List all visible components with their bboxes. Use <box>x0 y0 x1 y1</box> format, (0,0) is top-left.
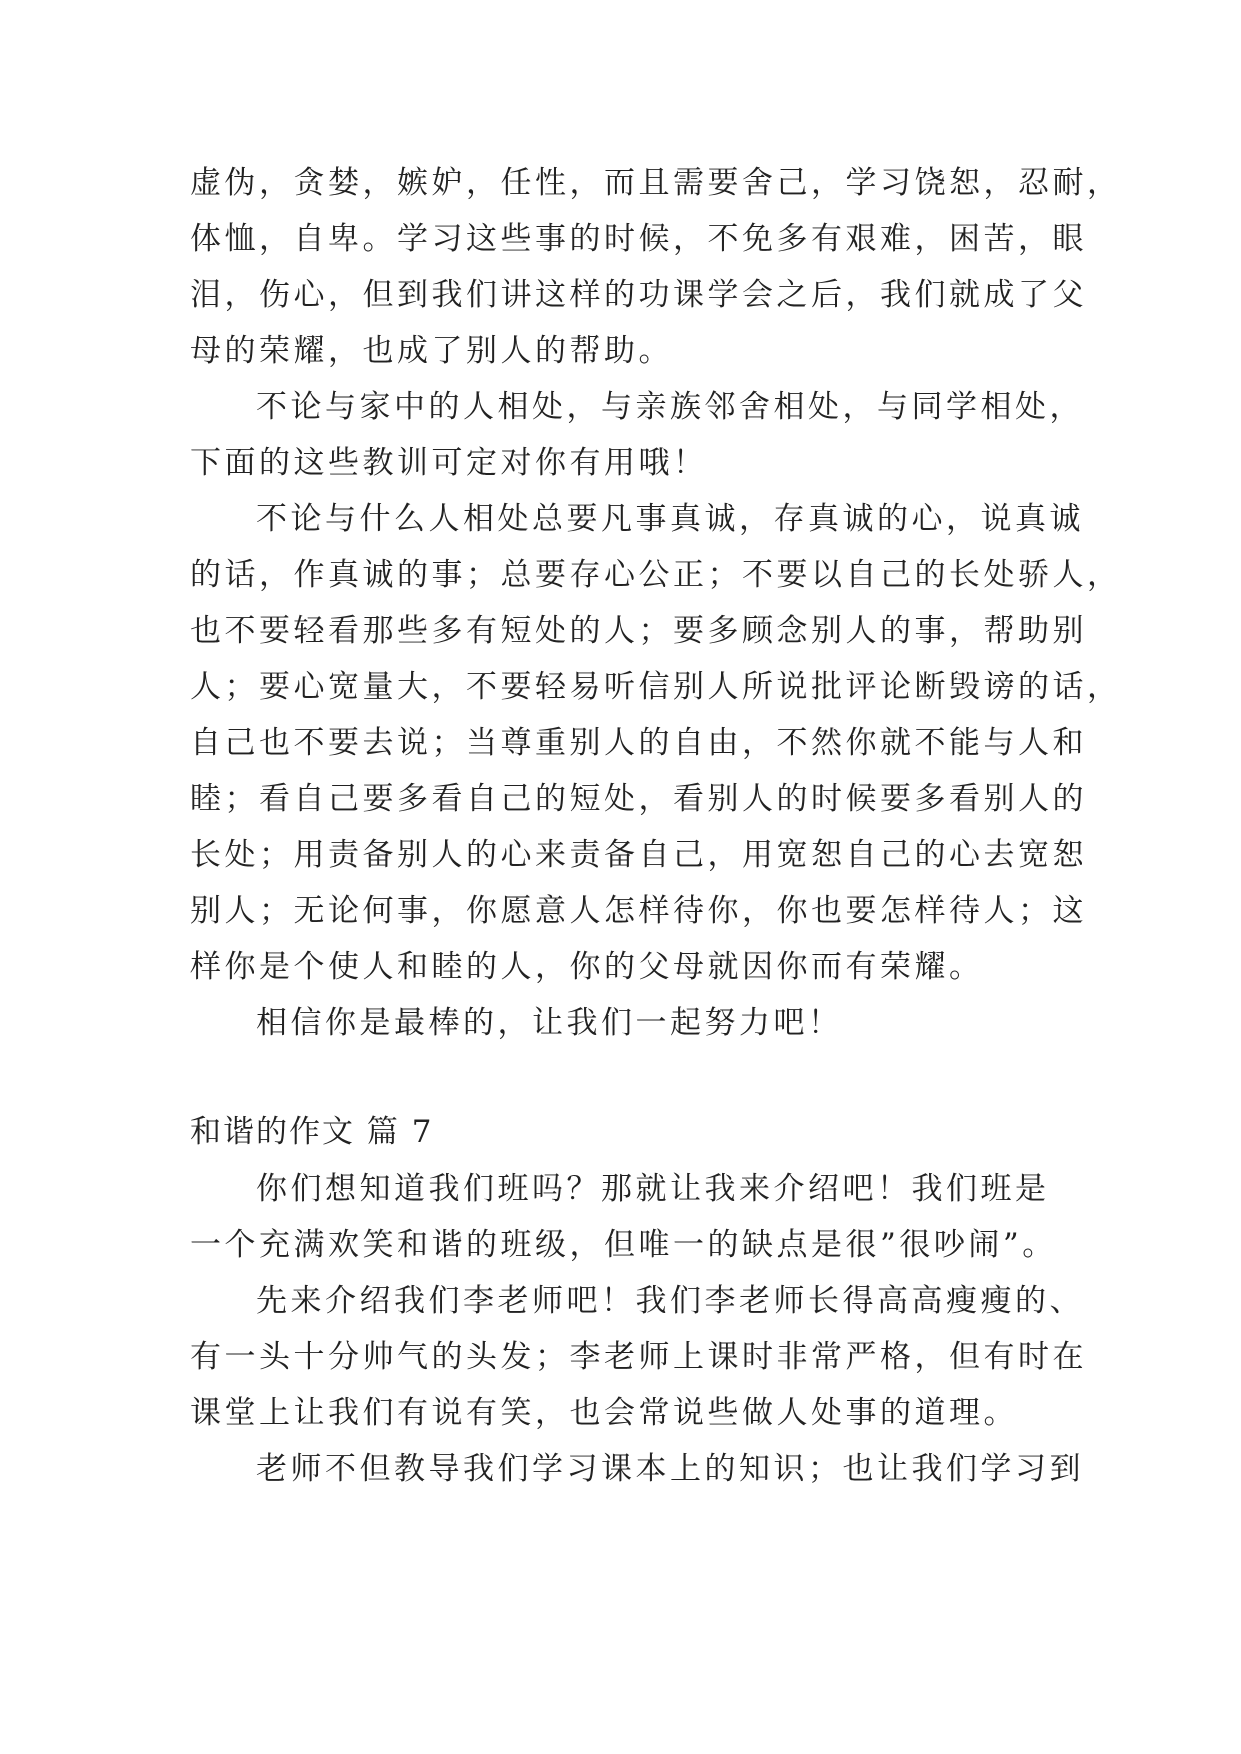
paragraph-line: 自己也不要去说；当尊重别人的自由，不然你就不能与人和 <box>190 725 1087 761</box>
paragraph-line: 母的荣耀，也成了别人的帮助。 <box>190 333 673 369</box>
paragraph-line: 的话，作真诚的事；总要存心公正；不要以自己的长处骄人， <box>190 557 1122 593</box>
section-heading: 和谐的作文 篇 7 <box>190 1114 434 1150</box>
paragraph-line: 别人；无论何事，你愿意人怎样待你，你也要怎样待人；这 <box>190 893 1087 929</box>
paragraph-line: 不论与什么人相处总要凡事真诚，存真诚的心，说真诚 <box>256 501 1084 537</box>
paragraph-line: 泪，伤心，但到我们讲这样的功课学会之后，我们就成了父 <box>190 277 1087 313</box>
paragraph-line: 一个充满欢笑和谐的班级，但唯一的缺点是很”很吵闹”。 <box>190 1227 1057 1263</box>
paragraph-line: 老师不但教导我们学习课本上的知识；也让我们学习到 <box>256 1451 1084 1487</box>
paragraph-line: 体恤，自卑。学习这些事的时候，不免多有艰难，困苦，眼 <box>190 221 1087 257</box>
paragraph-line: 有一头十分帅气的头发；李老师上课时非常严格，但有时在 <box>190 1339 1087 1375</box>
paragraph-line: 人；要心宽量大，不要轻易听信别人所说批评论断毁谤的话， <box>190 669 1122 705</box>
paragraph-line: 先来介绍我们李老师吧！我们李老师长得高高瘦瘦的、 <box>256 1283 1084 1319</box>
paragraph-line: 不论与家中的人相处，与亲族邻舍相处，与同学相处， <box>256 389 1084 425</box>
paragraph-line: 也不要轻看那些多有短处的人；要多顾念别人的事，帮助别 <box>190 613 1087 649</box>
paragraph-line: 下面的这些教训可定对你有用哦！ <box>190 445 708 481</box>
paragraph-line: 你们想知道我们班吗？那就让我来介绍吧！我们班是 <box>256 1171 1050 1207</box>
paragraph-line: 样你是个使人和睦的人，你的父母就因你而有荣耀。 <box>190 949 984 985</box>
paragraph-line: 睦；看自己要多看自己的短处，看别人的时候要多看别人的 <box>190 781 1087 817</box>
paragraph-line: 课堂上让我们有说有笑，也会常说些做人处事的道理。 <box>190 1395 1018 1431</box>
paragraph-line: 虚伪，贪婪，嫉妒，任性，而且需要舍己，学习饶恕，忍耐， <box>190 165 1122 201</box>
paragraph-line: 相信你是最棒的，让我们一起努力吧！ <box>256 1005 843 1041</box>
paragraph-line: 长处；用责备别人的心来责备自己，用宽恕自己的心去宽恕 <box>190 837 1087 873</box>
